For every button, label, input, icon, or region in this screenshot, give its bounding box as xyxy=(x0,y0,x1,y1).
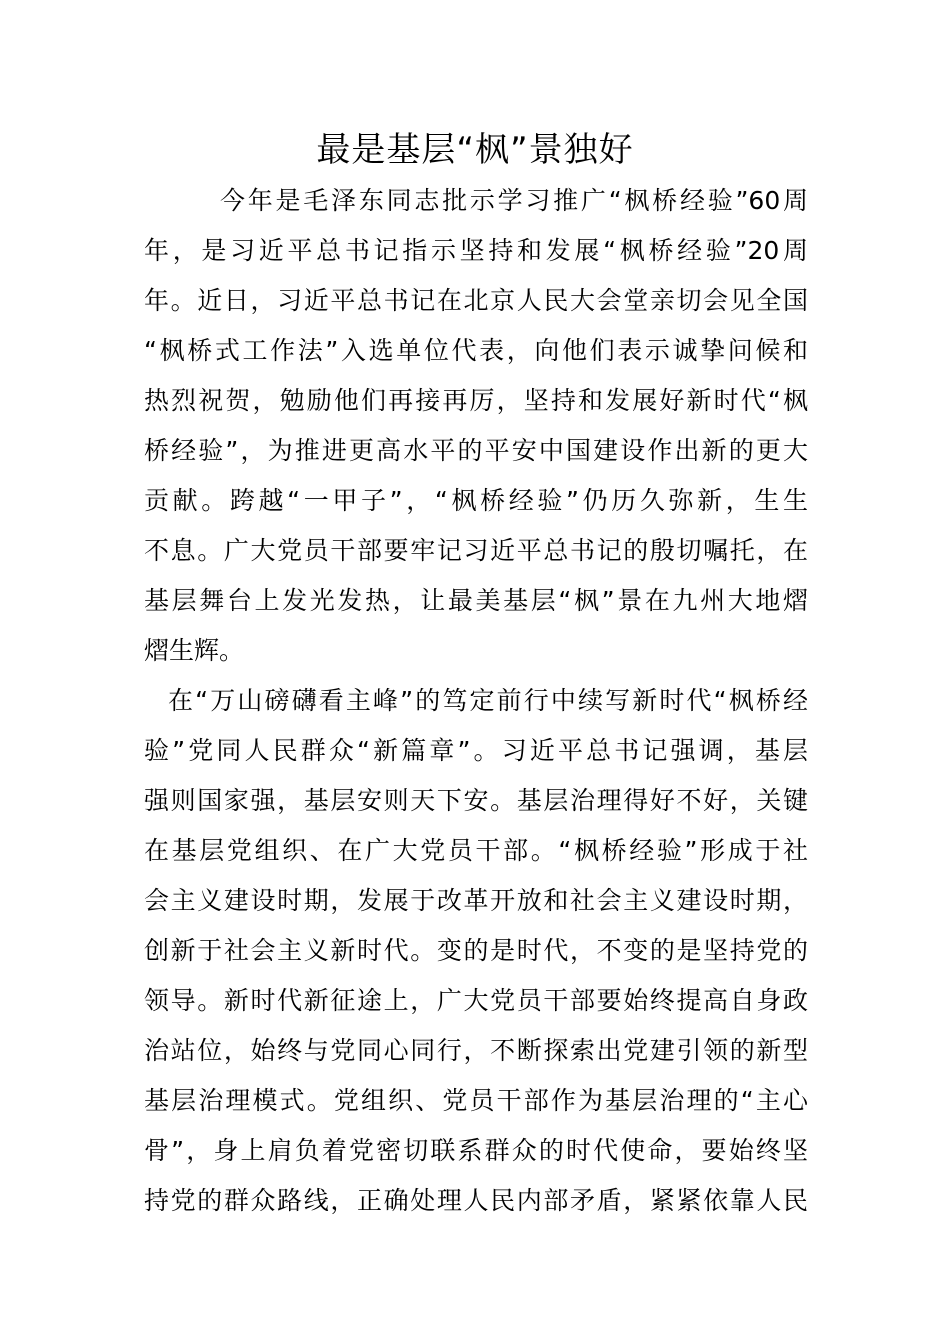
document-title: 最是基层“枫”景独好 xyxy=(316,130,634,170)
paragraph-1-line-10: 熠生辉。 xyxy=(144,636,245,665)
document-body xyxy=(144,176,808,1226)
paragraph-2-line-5: 会主义建设时期，发展于改革开放和社会主义建设时期， xyxy=(144,886,808,915)
paragraph-1-line-2: 年，是习近平总书记指示坚持和发展“枫桥经验”20周 xyxy=(144,236,808,265)
paragraph-1-line-9: 基层舞台上发光发热，让最美基层“枫”景在九州大地熠 xyxy=(144,586,808,615)
paragraph-2-line-1: 在“万山磅礴看主峰”的笃定前行中续写新时代“枫桥经 xyxy=(168,686,808,715)
paragraph-2-line-7: 领导。新时代新征途上，广大党员干部要始终提高自身政 xyxy=(144,986,808,1015)
paragraph-2-line-3: 强则国家强，基层安则天下安。基层治理得好不好，关键 xyxy=(144,786,808,815)
paragraph-2-line-8: 治站位，始终与党同心同行，不断探索出党建引领的新型 xyxy=(144,1036,808,1065)
paragraph-1-line-5: 热烈祝贺，勉励他们再接再厉，坚持和发展好新时代“枫 xyxy=(144,386,808,415)
paragraph-2-line-4: 在基层党组织、在广大党员干部。“枫桥经验”形成于社 xyxy=(144,836,808,865)
paragraph-1 xyxy=(144,176,808,676)
paragraph-2-line-11: 持党的群众路线，正确处理人民内部矛盾，紧紧依靠人民 xyxy=(144,1186,808,1215)
paragraph-2-line-10: 骨”，身上肩负着党密切联系群众的时代使命，要始终坚 xyxy=(144,1136,808,1165)
paragraph-1-line-7: 贡献。跨越“一甲子”，“枫桥经验”仍历久弥新，生生 xyxy=(144,486,808,515)
paragraph-2-line-6: 创新于社会主义新时代。变的是时代，不变的是坚持党的 xyxy=(144,936,808,965)
paragraph-1-line-4: “枫桥式工作法”入选单位代表，向他们表示诚挚问候和 xyxy=(144,336,808,365)
paragraph-1-line-8: 不息。广大党员干部要牢记习近平总书记的殷切嘱托，在 xyxy=(144,536,808,565)
paragraph-1-line-6: 桥经验”，为推进更高水平的平安中国建设作出新的更大 xyxy=(144,436,808,465)
paragraph-1-line-3: 年。近日，习近平总书记在北京人民大会堂亲切会见全国 xyxy=(144,286,808,315)
paragraph-2-line-2: 验”党同人民群众“新篇章”。习近平总书记强调，基层 xyxy=(144,736,808,765)
paragraph-1-line-1: 今年是毛泽东同志批示学习推广“枫桥经验”60周 xyxy=(220,186,808,215)
paragraph-2 xyxy=(144,676,808,1226)
paragraph-2-line-9: 基层治理模式。党组织、党员干部作为基层治理的“主心 xyxy=(144,1086,808,1115)
